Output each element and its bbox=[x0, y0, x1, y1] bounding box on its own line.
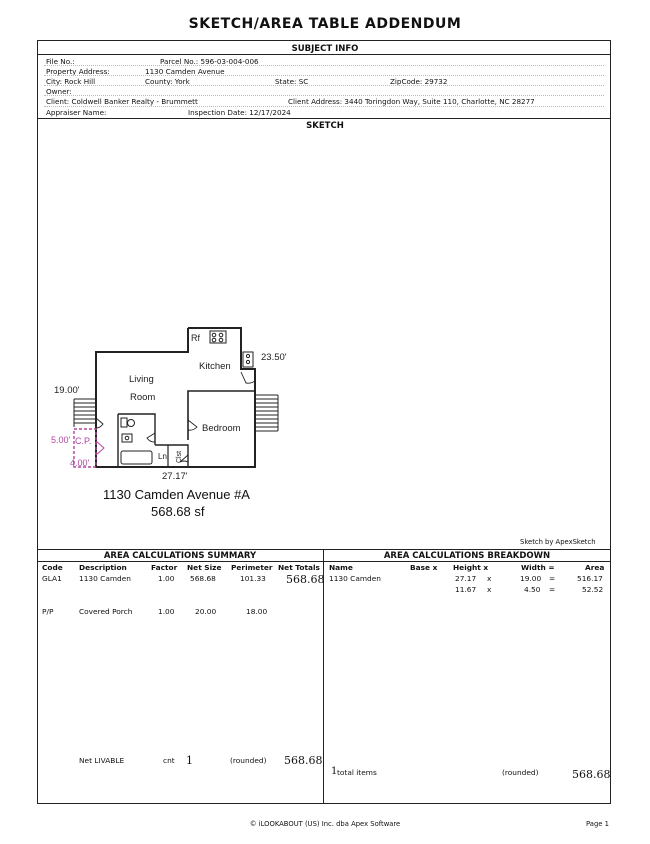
breakdown-total-value: 568.68 bbox=[572, 768, 611, 781]
cp-label: C.P. bbox=[75, 436, 92, 446]
bd-row2-area: 52.52 bbox=[582, 585, 604, 594]
row2-code: P/P bbox=[42, 607, 54, 616]
sketch-caption-address: 1130 Camden Avenue #A bbox=[103, 487, 250, 502]
bd-row2-x: x bbox=[487, 585, 492, 594]
bd-row1-height: 27.17 bbox=[455, 574, 477, 583]
col-code: Code bbox=[42, 563, 63, 572]
bd-row1-width: 19.00 bbox=[520, 574, 542, 583]
total-items-label: total items bbox=[337, 768, 377, 777]
row1-net-size: 568.68 bbox=[190, 574, 216, 583]
kitchen-label: Kitchen bbox=[199, 361, 231, 372]
sketch-heading: SKETCH bbox=[306, 121, 344, 131]
appraiser-label: Appraiser Name: bbox=[46, 108, 107, 117]
door-swing-1 bbox=[241, 372, 255, 383]
net-livable-value: 568.68 bbox=[284, 754, 323, 767]
breakdown-name: 1130 Camden bbox=[329, 574, 381, 583]
cnt-value: 1 bbox=[186, 754, 193, 767]
zipcode: ZipCode: 29732 bbox=[390, 77, 448, 86]
col-base: Base x bbox=[410, 563, 438, 572]
stairs-left bbox=[74, 399, 96, 427]
owner-label: Owner: bbox=[46, 87, 72, 96]
ln-label: Ln bbox=[158, 452, 167, 461]
clst-label: Clst bbox=[176, 450, 183, 463]
inspection-date: Inspection Date: 12/17/2024 bbox=[188, 108, 291, 117]
file-no-label: File No.: bbox=[46, 57, 75, 66]
col-area: Area bbox=[585, 563, 605, 572]
state: State: SC bbox=[275, 77, 309, 86]
row1-factor: 1.00 bbox=[158, 574, 175, 583]
cnt-label: cnt bbox=[163, 756, 175, 765]
bath-sink-icon bbox=[122, 434, 132, 442]
dim-19-00: 19.00' bbox=[54, 385, 80, 396]
page-number: Page 1 bbox=[586, 820, 609, 828]
row2-factor: 1.00 bbox=[158, 607, 175, 616]
row1-description: 1130 Camden bbox=[79, 574, 131, 583]
dim-27-17: 27.17' bbox=[162, 471, 188, 482]
sketch-credit: Sketch by ApexSketch bbox=[520, 538, 596, 546]
stairs-right bbox=[255, 395, 278, 431]
bd-row1-eq: = bbox=[549, 574, 556, 583]
dim-4-00: 4.00' bbox=[70, 458, 90, 468]
row1-code: GLA1 bbox=[42, 574, 62, 583]
col-net-totals: Net Totals bbox=[278, 563, 320, 572]
door-swing-2 bbox=[188, 420, 197, 430]
client: Client: Coldwell Banker Realty - Brummett bbox=[46, 97, 198, 106]
breakdown-heading: AREA CALCULATIONS BREAKDOWN bbox=[383, 551, 551, 561]
col-width: Width = bbox=[521, 563, 555, 572]
col-net-size: Net Size bbox=[187, 563, 222, 572]
toilet-icon bbox=[121, 418, 127, 427]
dim-23-50: 23.50' bbox=[261, 352, 287, 363]
subject-info-heading: SUBJECT INFO bbox=[291, 44, 359, 54]
row2-perimeter: 18.00 bbox=[246, 607, 268, 616]
col-name: Name bbox=[329, 563, 353, 572]
row2-net-size: 20.00 bbox=[195, 607, 217, 616]
living-label-2: Room bbox=[130, 392, 156, 403]
summary-heading: AREA CALCULATIONS SUMMARY bbox=[103, 551, 257, 561]
row1-perimeter: 101.33 bbox=[240, 574, 266, 583]
property-address: 1130 Camden Avenue bbox=[145, 67, 225, 76]
col-height: Height x bbox=[453, 563, 489, 572]
door-swing-3 bbox=[147, 433, 155, 442]
city: City: Rock Hill bbox=[46, 77, 96, 86]
bd-row1-area: 516.17 bbox=[577, 574, 603, 583]
row1-net-total: 568.68 bbox=[286, 573, 325, 586]
house-outline bbox=[96, 328, 255, 467]
client-address: Client Address: 3440 Toringdon Way, Suite 110, Charlotte, NC 28277 bbox=[288, 97, 535, 106]
sketch-caption-area: 568.68 sf bbox=[151, 504, 205, 519]
bd-row2-eq: = bbox=[549, 585, 556, 594]
page-title: SKETCH/AREA TABLE ADDENDUM bbox=[188, 16, 462, 32]
col-description: Description bbox=[79, 563, 127, 572]
bd-row2-width: 4.50 bbox=[524, 585, 541, 594]
net-livable-rounded-label: (rounded) bbox=[230, 756, 267, 765]
col-factor: Factor bbox=[151, 563, 178, 572]
bd-row2-height: 11.67 bbox=[455, 585, 477, 594]
bedroom-label: Bedroom bbox=[202, 423, 241, 434]
bd-row1-x: x bbox=[487, 574, 492, 583]
bathtub-icon bbox=[121, 451, 152, 464]
copyright: © iLOOKABOUT (US) Inc. dba Apex Software bbox=[249, 820, 401, 828]
row2-description: Covered Porch bbox=[79, 607, 133, 616]
col-perimeter: Perimeter bbox=[231, 563, 273, 572]
dim-5-00: 5.00' bbox=[51, 435, 71, 445]
county: County: York bbox=[145, 77, 190, 86]
rf-label: Rf bbox=[191, 333, 200, 343]
living-label-1: Living bbox=[129, 374, 154, 385]
net-livable-label: Net LIVABLE bbox=[79, 756, 125, 765]
total-items-count: 1 bbox=[331, 766, 338, 777]
breakdown-rounded-label: (rounded) bbox=[502, 768, 539, 777]
property-address-label: Property Address: bbox=[46, 67, 110, 76]
door-swing-5 bbox=[96, 418, 103, 428]
parcel-no: Parcel No.: 596-03-004-006 bbox=[160, 57, 259, 66]
